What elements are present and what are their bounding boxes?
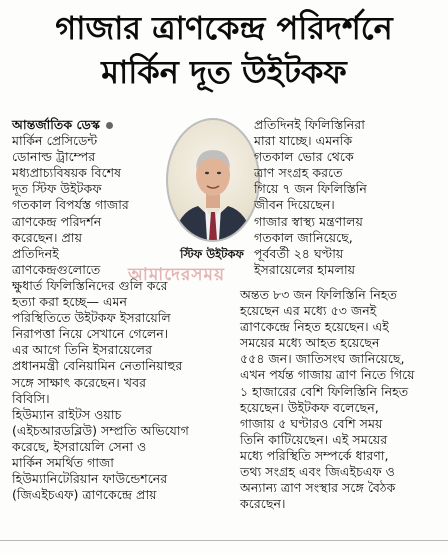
text-line: করেছে, ইসরায়েলি সেনা ও xyxy=(12,438,147,454)
text-line: ত্রাণকেন্দ্র পরিদর্শন xyxy=(12,213,102,229)
text-line: হয়েছেন এর মধ্যে ৫৩ জনই xyxy=(240,303,377,319)
person-portrait-icon xyxy=(168,120,258,240)
text-line: বিবিসি। xyxy=(12,390,50,406)
text-line: অন্তত ৮৩ জন ফিলিস্তিনি নিহত xyxy=(240,287,397,302)
text-line: গতকাল ভোর থেকে xyxy=(254,149,354,165)
watermark-logo: আমাদেরসময় xyxy=(128,265,225,285)
text-line: মার্কিন সমর্থিত গাজা xyxy=(12,454,114,470)
text-line: ৫৫৪ জন। জাতিসংঘ জানিয়েছে, xyxy=(240,351,405,367)
portrait-photo xyxy=(166,118,260,242)
text-line: দূত স্টিফ উইটকফ xyxy=(12,181,102,197)
text-line: ত্রাণ সংগ্রহ করতে xyxy=(254,165,343,181)
text-line: করেছেন। প্রায় xyxy=(12,229,82,245)
text-line: নিরাপত্তা নিয়ে সেখানে গেলেন। xyxy=(12,326,169,342)
left-column xyxy=(12,117,189,503)
text-line: মধ্যপ্রাচ্যবিষয়ক বিশেষ xyxy=(12,165,122,181)
text-line: তিনি কাটিয়েছেন। এই সময়ের xyxy=(240,431,388,447)
text-line: তথ্য সংগ্রহ এবং জিএইচএফ ও xyxy=(240,464,395,480)
text-line: প্রতিদিনই ফিলিস্তিনিরা xyxy=(254,117,365,132)
text-line: সময়ের মধ্যে আহত হয়েছেন xyxy=(240,335,380,351)
text-line: হত্যা করা হচ্ছে— এমন xyxy=(12,294,128,310)
bottom-column xyxy=(240,287,415,512)
text-line: মারা যাচ্ছে। এমনকি xyxy=(254,133,353,149)
headline-line-1: গাজার ত্রাণকেন্দ্র পরিদর্শনে xyxy=(55,9,393,47)
text-line: ডোনাল্ড ট্রাম্পের xyxy=(12,149,96,165)
text-line: (এইচআরডব্লিউ) সম্প্রতি অভিযোগ xyxy=(12,422,189,438)
text-line: অন্যান্য ত্রাণ সংস্থার সঙ্গে বৈঠক xyxy=(240,480,396,496)
dateline xyxy=(12,117,189,133)
text-line: গতকাল বিপর্যস্ত গাজার xyxy=(12,197,129,213)
text-line: ১ হাজারের বেশি ফিলিস্তিনি নিহত xyxy=(240,383,409,399)
text-line: মার্কিন প্রেসিডেন্ট xyxy=(12,133,98,149)
text-line: প্রতিদিনই xyxy=(12,245,59,261)
text-line: (জিএইচএফ) ত্রাণকেন্দ্রে প্রায় xyxy=(12,487,157,503)
headline xyxy=(0,6,448,94)
bullet-icon xyxy=(106,122,113,129)
text-line: মধ্যে পরিস্থিতি সম্পর্কে ধারণা, xyxy=(240,447,389,463)
text-line: গাজায় ৫ ঘণ্টারও বেশি সময় xyxy=(240,415,383,431)
text-line: হয়েছেন। উইটকফ বলেছেন, xyxy=(240,399,379,415)
text-line: পূর্ববর্তী ২৪ ঘণ্টায় xyxy=(254,245,344,261)
dateline-text: আন্তর্জাতিক ডেস্ক xyxy=(12,117,100,132)
text-line: গিয়ে ৭ জন ফিলিস্তিনি xyxy=(254,181,367,197)
text-line: করেছেন। xyxy=(240,496,286,512)
text-line: হিউম্যান রাইটস ওয়াচ xyxy=(12,406,122,422)
bottom-rule xyxy=(0,540,448,541)
text-line: পরিস্থিতিতে উইটকফ ইসরায়েলি xyxy=(12,310,171,326)
text-line: ক্ষুধার্ত ফিলিস্তিনিদের গুলি করে xyxy=(12,277,168,293)
text-line: ত্রাণকেন্দ্রগুলোতে xyxy=(12,261,101,277)
text-line: হিউম্যানিটেরিয়ান ফাউন্ডেশনের xyxy=(12,471,168,487)
text-line: প্রধানমন্ত্রী বেনিয়ামিন নেতানিয়াহুর xyxy=(12,358,183,374)
photo-caption: স্টিফ উইটকফ xyxy=(180,247,244,261)
text-line: এখন পর্যন্ত গাজায় ত্রাণ নিতে গিয়ে xyxy=(240,367,415,383)
text-line: গাজার স্বাস্থ্য মন্ত্রণালয় xyxy=(254,213,363,229)
text-line: এর আগে তিনি ইসরায়েলের xyxy=(12,342,152,358)
text-line: ত্রাণকেন্দ্রে নিহত হয়েছেন। এই xyxy=(240,319,389,335)
right-column xyxy=(254,117,367,278)
headline-line-2: মার্কিন দূত উইটকফ xyxy=(101,53,347,91)
text-line: গতকাল জানিয়েছে, xyxy=(254,229,353,245)
text-line: ইসরায়েলের হামলায় xyxy=(254,261,356,277)
text-line: জীবন দিয়েছেন। xyxy=(254,197,335,213)
text-line: সঙ্গে সাক্ষাৎ করেছেন। খবর xyxy=(12,374,147,390)
